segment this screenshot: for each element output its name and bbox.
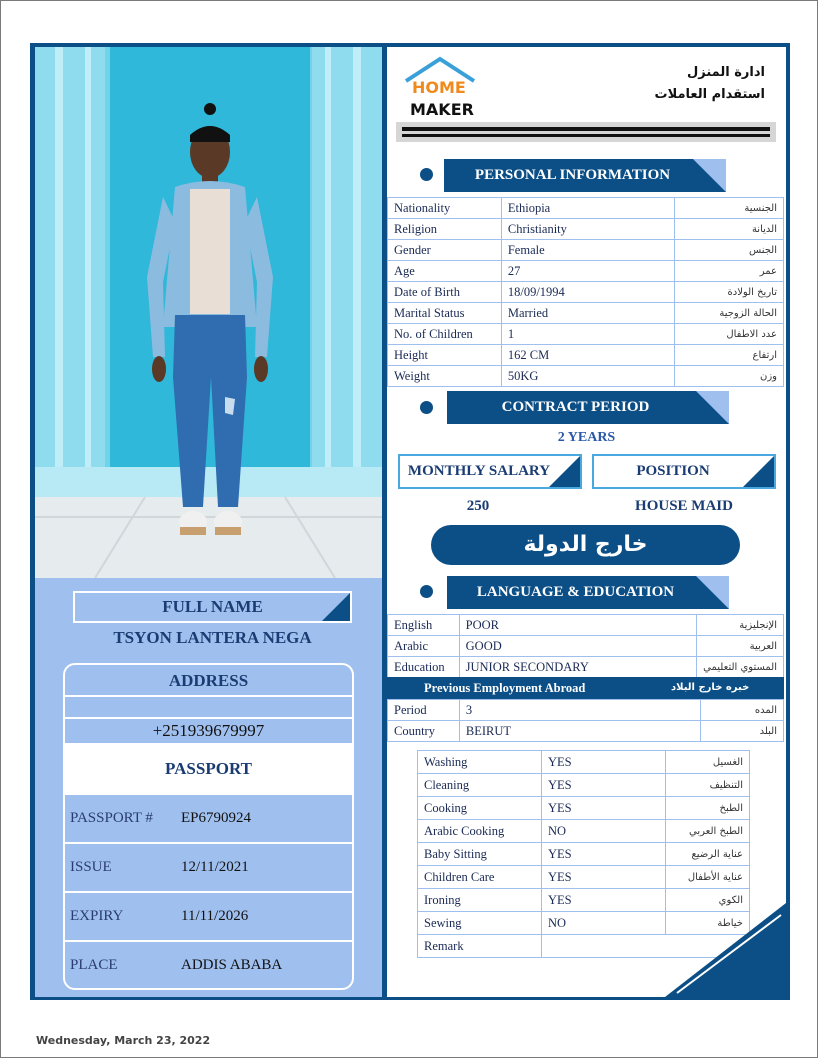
row-arabic-label: الطبخ العربي <box>666 820 750 843</box>
table-row <box>388 721 784 742</box>
row-label: Sewing <box>418 912 542 935</box>
language-education-title: LANGUAGE & EDUCATION <box>447 576 729 609</box>
row-arabic-label: عناية الأطفال <box>666 866 750 889</box>
previous-employment-bar <box>387 677 784 699</box>
row-value: 3 <box>459 700 700 721</box>
row-arabic-label: ارتفاع <box>675 345 784 366</box>
passport-row-label: PLACE <box>70 957 118 973</box>
row-label: Country <box>388 721 460 742</box>
full-name-label: FULL NAME <box>162 597 263 616</box>
table-row <box>388 219 784 240</box>
table-row <box>418 751 750 774</box>
home-maker-logo <box>400 55 480 120</box>
full-name-label-box <box>73 591 352 623</box>
row-value: 18/09/1994 <box>501 282 674 303</box>
passport-row-value: EP6790924 <box>181 810 252 826</box>
row-arabic-label: عناية الرضيع <box>666 843 750 866</box>
row-arabic-label: الإنجليزية <box>697 615 784 636</box>
previous-employment-title-ar: خبره خارج البلاد <box>671 682 750 693</box>
row-label: Height <box>388 345 502 366</box>
row-value: 1 <box>501 324 674 345</box>
row-label: Date of Birth <box>388 282 502 303</box>
row-label: Cooking <box>418 797 542 820</box>
row-value: YES <box>542 797 666 820</box>
row-label: Arabic Cooking <box>418 820 542 843</box>
row-label: Ironing <box>418 889 542 912</box>
row-value: YES <box>542 751 666 774</box>
row-value: JUNIOR SECONDARY <box>459 657 697 678</box>
row-label: No. of Children <box>388 324 502 345</box>
row-label: Cleaning <box>418 774 542 797</box>
table-row <box>388 657 784 678</box>
full-name-value: TSYON LANTERA NEGA <box>113 628 312 647</box>
row-label: Religion <box>388 219 502 240</box>
language-table <box>387 614 784 678</box>
row-value: GOOD <box>459 636 697 657</box>
row-arabic-label: المده <box>701 700 784 721</box>
candidate-photo <box>35 47 382 578</box>
employment-table <box>387 699 784 742</box>
section-bullet-icon <box>420 401 433 414</box>
row-label: English <box>388 615 460 636</box>
row-value: YES <box>542 889 666 912</box>
footer-date: Wednesday, March 23, 2022 <box>36 1034 211 1047</box>
section-bullet-icon <box>420 585 433 598</box>
row-value: NO <box>542 912 666 935</box>
passport-row <box>65 842 352 891</box>
phone-number: +251939679997 <box>65 719 352 745</box>
logo-text-maker: MAKER <box>410 100 474 119</box>
row-value: NO <box>542 820 666 843</box>
row-value: Married <box>501 303 674 324</box>
passport-heading: PASSPORT <box>65 745 352 793</box>
row-label: Period <box>388 700 460 721</box>
row-label: Washing <box>418 751 542 774</box>
agency-arabic-line1: ادارة المنزل <box>687 65 765 80</box>
table-row <box>388 303 784 324</box>
row-label: Weight <box>388 366 502 387</box>
row-arabic-label: خياطة <box>666 912 750 935</box>
row-label: Children Care <box>418 866 542 889</box>
row-arabic-label: الكوي <box>666 889 750 912</box>
previous-employment-title: Previous Employment Abroad <box>424 681 586 695</box>
row-arabic-label: العربية <box>697 636 784 657</box>
header-divider-bars <box>396 122 776 142</box>
corner-decoration <box>665 903 786 997</box>
row-arabic-label: البلد <box>701 721 784 742</box>
row-value: POOR <box>459 615 697 636</box>
logo-text-home: HOME <box>412 78 466 97</box>
monthly-salary-value: 250 <box>466 498 490 514</box>
passport-row-label: PASSPORT # <box>70 810 153 826</box>
row-label: Education <box>388 657 460 678</box>
table-row <box>418 843 750 866</box>
personal-info-table <box>387 197 784 387</box>
row-arabic-label: التنظيف <box>666 774 750 797</box>
row-value: 27 <box>501 261 674 282</box>
row-value: 162 CM <box>501 345 674 366</box>
monthly-salary-label-box <box>398 454 582 489</box>
contract-period-value: 2 YEARS <box>557 430 616 445</box>
row-value: BEIRUT <box>459 721 700 742</box>
row-value: YES <box>542 774 666 797</box>
passport-row <box>65 793 352 842</box>
row-value: Ethiopia <box>501 198 674 219</box>
row-arabic-label: الجنس <box>675 240 784 261</box>
address-passport-card <box>63 663 354 990</box>
row-arabic-label: عمر <box>675 261 784 282</box>
position-value: HOUSE MAID <box>635 498 733 514</box>
agency-arabic-line2: استقدام العاملات <box>654 87 765 102</box>
row-arabic-label: الغسيل <box>666 751 750 774</box>
row-arabic-label: الحالة الزوجية <box>675 303 784 324</box>
row-value: YES <box>542 866 666 889</box>
passport-row-value: ADDIS ABABA <box>181 957 283 973</box>
row-value: YES <box>542 843 666 866</box>
passport-row-label: ISSUE <box>70 859 112 875</box>
address-blank-line <box>65 697 352 719</box>
table-row <box>418 797 750 820</box>
corner-triangle-icon <box>322 593 350 621</box>
row-arabic-label: الديانة <box>675 219 784 240</box>
row-label: Marital Status <box>388 303 502 324</box>
table-row <box>418 820 750 843</box>
table-row <box>388 700 784 721</box>
row-arabic-label: الجنسية <box>675 198 784 219</box>
table-row <box>388 324 784 345</box>
table-row <box>388 366 784 387</box>
position-label: POSITION <box>636 463 710 479</box>
row-value: Female <box>501 240 674 261</box>
table-row <box>388 615 784 636</box>
agency-arabic-title <box>640 62 765 106</box>
monthly-salary-label: MONTHLY SALARY <box>407 463 551 479</box>
table-row <box>418 866 750 889</box>
address-heading: ADDRESS <box>65 665 352 697</box>
row-arabic-label: عدد الاطفال <box>675 324 784 345</box>
passport-row <box>65 891 352 940</box>
position-label-box <box>592 454 776 489</box>
passport-row-label: EXPIRY <box>70 908 124 924</box>
row-arabic-label: المستوي التعليمي <box>697 657 784 678</box>
section-bullet-icon <box>420 168 433 181</box>
abroad-badge: خارج الدولة <box>431 525 740 565</box>
row-label: Arabic <box>388 636 460 657</box>
table-row <box>388 636 784 657</box>
passport-row-value: 11/11/2026 <box>181 908 249 924</box>
row-arabic-label: تاريخ الولادة <box>675 282 784 303</box>
row-label: Gender <box>388 240 502 261</box>
passport-row-value: 12/11/2021 <box>181 859 249 875</box>
remark-label: Remark <box>418 935 542 958</box>
row-label: Nationality <box>388 198 502 219</box>
row-arabic-label: وزن <box>675 366 784 387</box>
table-row <box>388 282 784 303</box>
row-value: 50KG <box>501 366 674 387</box>
table-row <box>388 240 784 261</box>
passport-row <box>65 940 352 989</box>
row-label: Age <box>388 261 502 282</box>
table-row <box>388 261 784 282</box>
table-row <box>418 774 750 797</box>
table-row <box>388 198 784 219</box>
table-row <box>388 345 784 366</box>
personal-info-title: PERSONAL INFORMATION <box>444 159 726 192</box>
row-arabic-label: الطبخ <box>666 797 750 820</box>
row-value: Christianity <box>501 219 674 240</box>
row-label: Baby Sitting <box>418 843 542 866</box>
contract-period-title: CONTRACT PERIOD <box>447 391 729 424</box>
